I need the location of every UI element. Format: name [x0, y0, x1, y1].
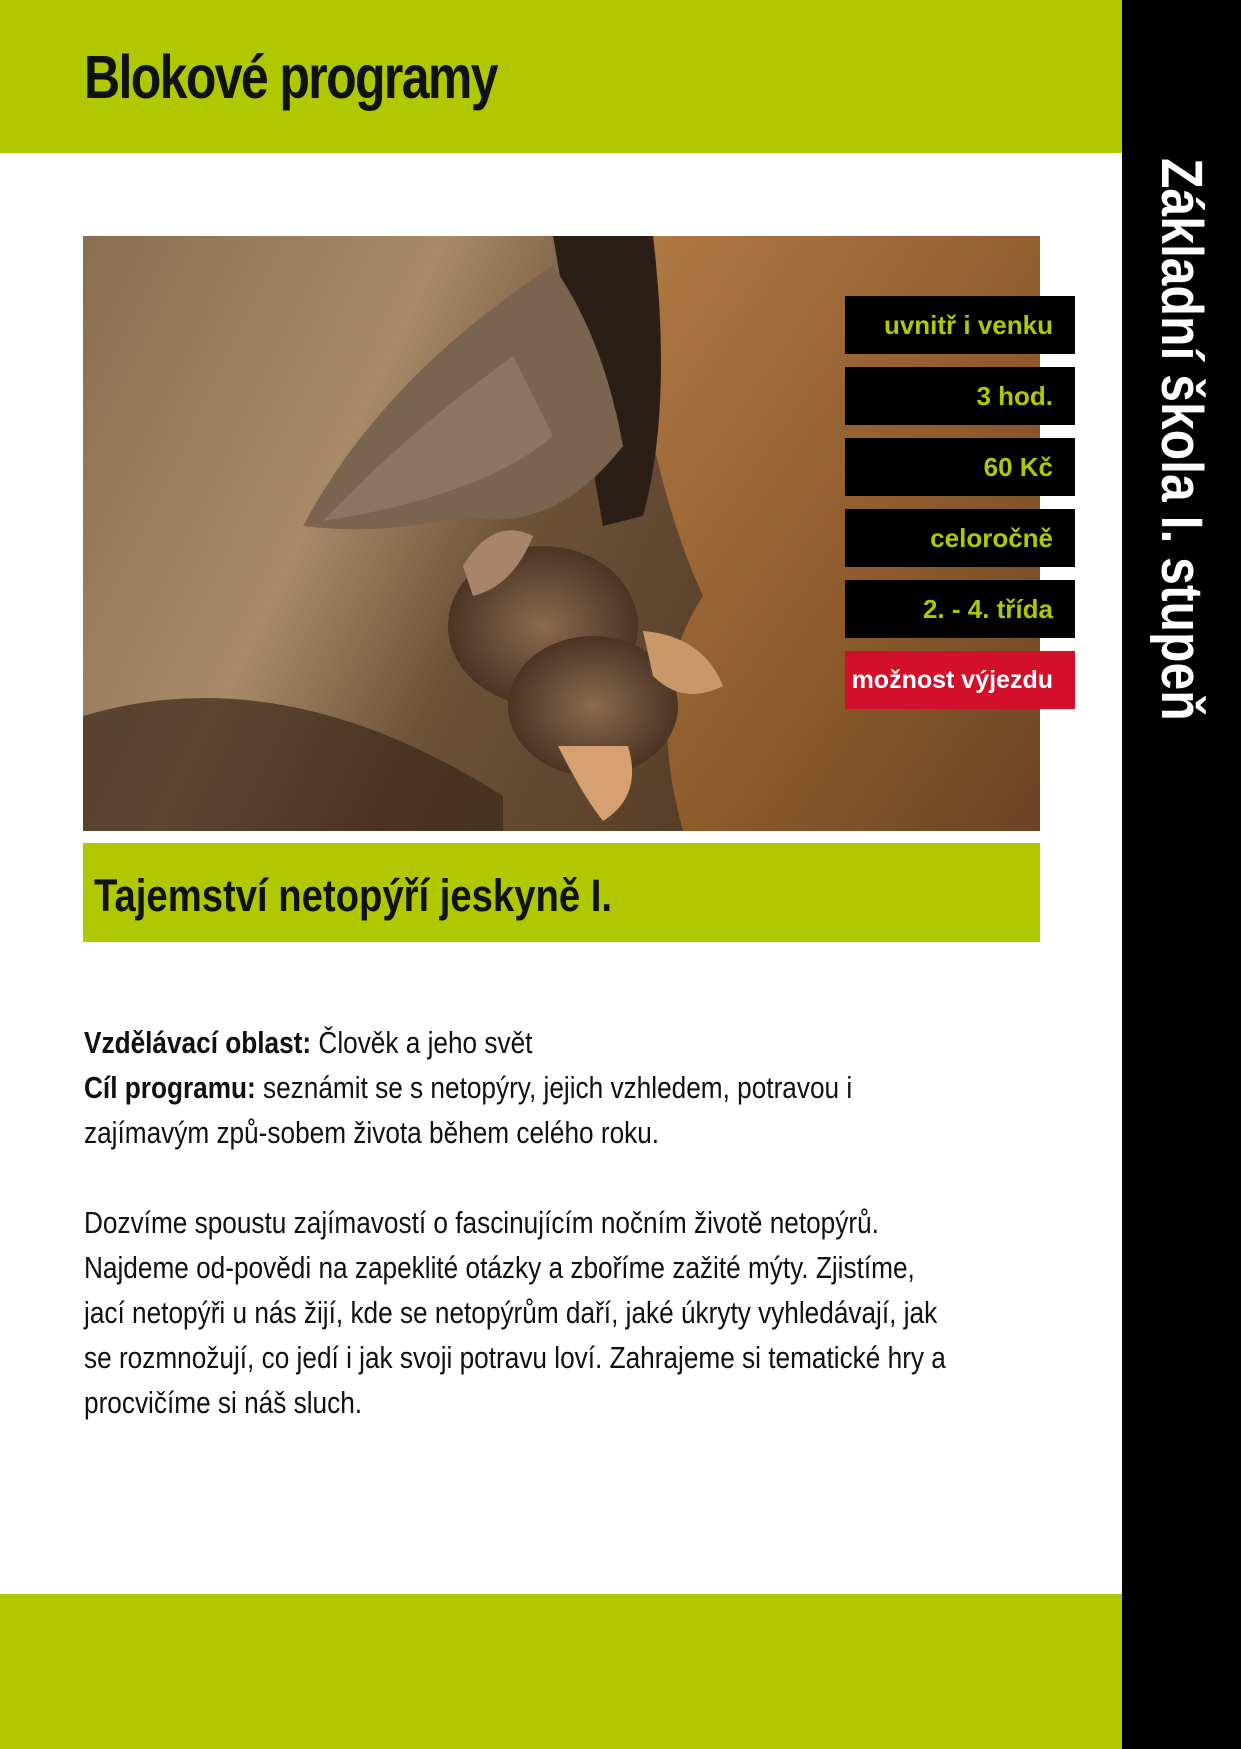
goal-label: Cíl programu: [84, 1070, 256, 1105]
goal-value: seznámit se s netopýry, jejich vzhledem, potravou i zajímavým způ-sobem života během celého roku. [84, 1070, 853, 1150]
page-title: Blokové programy [84, 43, 497, 111]
program-meta [84, 1020, 954, 1155]
area-line [84, 1020, 954, 1065]
tag-grade: 2. - 4. třída [845, 580, 1075, 638]
tag-travel: možnost výjezdu [845, 651, 1075, 709]
area-label: Vzdělávací oblast: [84, 1025, 312, 1060]
tag-price: 60 Kč [845, 438, 1075, 496]
program-description: Dozvíme spoustu zajímavostí o fascinujícím nočním životě netopýrů. Najdeme od-povědi na zapeklité otázky a zboříme zažité mýty. Zjistíme, jací netopýři u nás žijí, kde se netopýrům daří, jaké úkryty vyhledávají, jak se rozmnožují, co jedí i jak svoji potravu loví. Zahrajeme si tematické hry a procvičíme si náš sluch. [84, 1205, 946, 1420]
tag-season: celoročně [845, 509, 1075, 567]
tag-location: uvnitř i venku [845, 296, 1075, 354]
goal-line [84, 1065, 954, 1155]
tag-duration: 3 hod. [845, 367, 1075, 425]
sidebar-title-text: Základní škola I. stupeň [1149, 158, 1214, 721]
area-value: Člověk a jeho svět [318, 1025, 533, 1060]
footer-band [0, 1594, 1122, 1749]
program-title: Tajemství netopýří jeskyně I. [94, 870, 613, 921]
sidebar-title [1123, 158, 1214, 812]
